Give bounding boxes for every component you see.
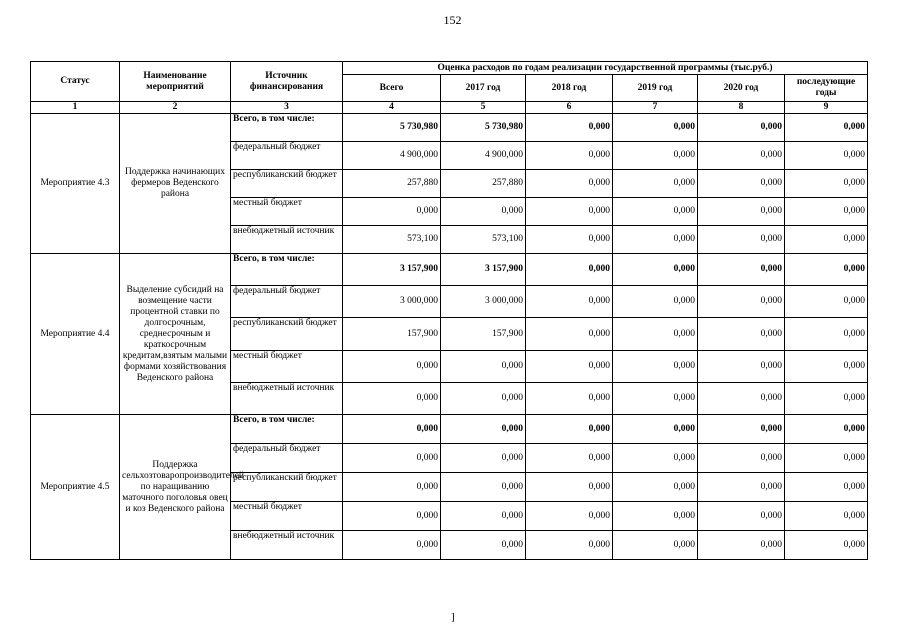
amount-cell: 0,000 <box>441 444 526 473</box>
amount-cell: 0,000 <box>785 415 868 444</box>
column-number: 3 <box>231 102 343 114</box>
header-name: Наименование мероприятий <box>120 62 231 102</box>
status-cell: Мероприятие 4.3 <box>31 114 120 254</box>
amount-cell: 5 730,980 <box>441 114 526 142</box>
amount-cell: 0,000 <box>343 444 441 473</box>
table-row <box>31 254 868 286</box>
amount-cell: 3 000,000 <box>441 286 526 318</box>
amount-cell: 0,000 <box>785 473 868 502</box>
amount-cell: 0,000 <box>343 415 441 444</box>
amount-cell: 0,000 <box>441 531 526 560</box>
amount-cell: 0,000 <box>613 226 698 254</box>
column-number: 8 <box>698 102 785 114</box>
amount-cell: 0,000 <box>698 318 785 351</box>
amount-cell: 0,000 <box>526 502 613 531</box>
amount-cell: 0,000 <box>343 351 441 383</box>
amount-cell: 4 900,000 <box>343 142 441 170</box>
table-body <box>31 114 868 560</box>
amount-cell: 5 730,980 <box>343 114 441 142</box>
amount-cell: 0,000 <box>526 286 613 318</box>
amount-cell: 157,900 <box>343 318 441 351</box>
amount-cell: 573,100 <box>343 226 441 254</box>
funding-source-cell: внебюджетный источник <box>231 226 343 254</box>
funding-source-cell: федеральный бюджет <box>231 444 343 473</box>
amount-cell: 157,900 <box>441 318 526 351</box>
budget-table <box>30 61 868 560</box>
amount-cell: 0,000 <box>613 198 698 226</box>
amount-cell: 0,000 <box>698 415 785 444</box>
amount-cell: 0,000 <box>526 473 613 502</box>
header-2020: 2020 год <box>698 75 785 102</box>
amount-cell: 0,000 <box>526 415 613 444</box>
measure-name-cell: Поддержка начинающих фермеров Веденского района <box>120 114 231 254</box>
amount-cell: 0,000 <box>698 226 785 254</box>
amount-cell: 573,100 <box>441 226 526 254</box>
amount-cell: 3 157,900 <box>343 254 441 286</box>
amount-cell: 0,000 <box>613 114 698 142</box>
amount-cell: 0,000 <box>613 531 698 560</box>
amount-cell: 0,000 <box>441 351 526 383</box>
amount-cell: 0,000 <box>698 473 785 502</box>
funding-source-cell: Всего, в том числе: <box>231 415 343 444</box>
amount-cell: 0,000 <box>526 383 613 415</box>
amount-cell: 257,880 <box>441 170 526 198</box>
amount-cell: 0,000 <box>613 415 698 444</box>
measure-name-cell: Поддержка сельхозтоваропроизводителей по наращиванию маточного поголовья овец и коз Веденского района <box>120 415 231 560</box>
amount-cell: 0,000 <box>343 473 441 502</box>
funding-source-cell: Всего, в том числе: <box>231 254 343 286</box>
funding-source-cell: республиканский бюджет <box>231 473 343 502</box>
amount-cell: 0,000 <box>785 170 868 198</box>
funding-source-cell: местный бюджет <box>231 198 343 226</box>
amount-cell: 0,000 <box>785 444 868 473</box>
amount-cell: 0,000 <box>526 198 613 226</box>
column-number: 7 <box>613 102 698 114</box>
amount-cell: 0,000 <box>785 142 868 170</box>
amount-cell: 0,000 <box>785 286 868 318</box>
column-number: 9 <box>785 102 868 114</box>
amount-cell: 0,000 <box>526 142 613 170</box>
amount-cell: 0,000 <box>698 444 785 473</box>
funding-source-cell: федеральный бюджет <box>231 286 343 318</box>
amount-cell: 257,880 <box>343 170 441 198</box>
amount-cell: 0,000 <box>441 198 526 226</box>
amount-cell: 0,000 <box>613 142 698 170</box>
amount-cell: 0,000 <box>613 444 698 473</box>
amount-cell: 0,000 <box>698 170 785 198</box>
funding-source-cell: местный бюджет <box>231 502 343 531</box>
amount-cell: 0,000 <box>785 114 868 142</box>
amount-cell: 0,000 <box>785 318 868 351</box>
header-source: Источник финансирования <box>231 62 343 102</box>
amount-cell: 0,000 <box>698 286 785 318</box>
amount-cell: 0,000 <box>441 383 526 415</box>
amount-cell: 0,000 <box>526 254 613 286</box>
amount-cell: 0,000 <box>343 502 441 531</box>
funding-source-cell: федеральный бюджет <box>231 142 343 170</box>
amount-cell: 0,000 <box>526 318 613 351</box>
amount-cell: 0,000 <box>441 415 526 444</box>
amount-cell: 0,000 <box>785 198 868 226</box>
amount-cell: 0,000 <box>785 351 868 383</box>
column-number: 5 <box>441 102 526 114</box>
amount-cell: 0,000 <box>698 254 785 286</box>
amount-cell: 0,000 <box>698 114 785 142</box>
amount-cell: 4 900,000 <box>441 142 526 170</box>
column-number: 1 <box>31 102 120 114</box>
page-number: 152 <box>443 13 462 27</box>
amount-cell: 0,000 <box>613 170 698 198</box>
amount-cell: 0,000 <box>698 351 785 383</box>
amount-cell: 0,000 <box>613 286 698 318</box>
status-cell: Мероприятие 4.5 <box>31 415 120 560</box>
funding-source-cell: местный бюджет <box>231 351 343 383</box>
amount-cell: 0,000 <box>785 254 868 286</box>
table-row <box>31 415 868 444</box>
status-cell: Мероприятие 4.4 <box>31 254 120 415</box>
table-row <box>31 114 868 142</box>
amount-cell: 0,000 <box>698 383 785 415</box>
funding-source-cell: внебюджетный источник <box>231 383 343 415</box>
amount-cell: 0,000 <box>613 383 698 415</box>
column-number: 4 <box>343 102 441 114</box>
amount-cell: 0,000 <box>441 502 526 531</box>
amount-cell: 0,000 <box>698 142 785 170</box>
funding-source-cell: республиканский бюджет <box>231 318 343 351</box>
amount-cell: 3 000,000 <box>343 286 441 318</box>
amount-cell: 0,000 <box>613 318 698 351</box>
amount-cell: 0,000 <box>526 114 613 142</box>
amount-cell: 0,000 <box>526 444 613 473</box>
amount-cell: 0,000 <box>526 531 613 560</box>
amount-cell: 0,000 <box>613 473 698 502</box>
column-number-row <box>31 102 868 114</box>
amount-cell: 0,000 <box>613 502 698 531</box>
header-status: Статус <box>31 62 120 102</box>
header-total: Всего <box>343 75 441 102</box>
amount-cell: 0,000 <box>343 531 441 560</box>
header-later-years: последующие годы <box>785 75 868 102</box>
amount-cell: 0,000 <box>785 383 868 415</box>
amount-cell: 0,000 <box>343 383 441 415</box>
amount-cell: 0,000 <box>785 226 868 254</box>
footer-mark: ] <box>451 611 455 623</box>
amount-cell: 0,000 <box>698 502 785 531</box>
header-2018: 2018 год <box>526 75 613 102</box>
funding-source-cell: республиканский бюджет <box>231 170 343 198</box>
amount-cell: 0,000 <box>785 531 868 560</box>
funding-source-cell: Всего, в том числе: <box>231 114 343 142</box>
amount-cell: 0,000 <box>613 254 698 286</box>
column-number: 6 <box>526 102 613 114</box>
amount-cell: 0,000 <box>698 531 785 560</box>
amount-cell: 0,000 <box>526 351 613 383</box>
amount-cell: 0,000 <box>526 170 613 198</box>
amount-cell: 0,000 <box>526 226 613 254</box>
amount-cell: 0,000 <box>343 198 441 226</box>
amount-cell: 3 157,900 <box>441 254 526 286</box>
amount-cell: 0,000 <box>613 351 698 383</box>
header-estimate: Оценка расходов по годам реализации государственной программы (тыс.руб.) <box>343 62 868 75</box>
column-number: 2 <box>120 102 231 114</box>
header-2019: 2019 год <box>613 75 698 102</box>
measure-name-cell: Выделение субсидий на возмещение части процентной ставки по долгосрочным, среднесрочным и краткосрочным кредитам,взятым малыми формами хозяйствования Веденского района <box>120 254 231 415</box>
header-2017: 2017 год <box>441 75 526 102</box>
funding-source-cell: внебюджетный источник <box>231 531 343 560</box>
amount-cell: 0,000 <box>785 502 868 531</box>
amount-cell: 0,000 <box>441 473 526 502</box>
amount-cell: 0,000 <box>698 198 785 226</box>
